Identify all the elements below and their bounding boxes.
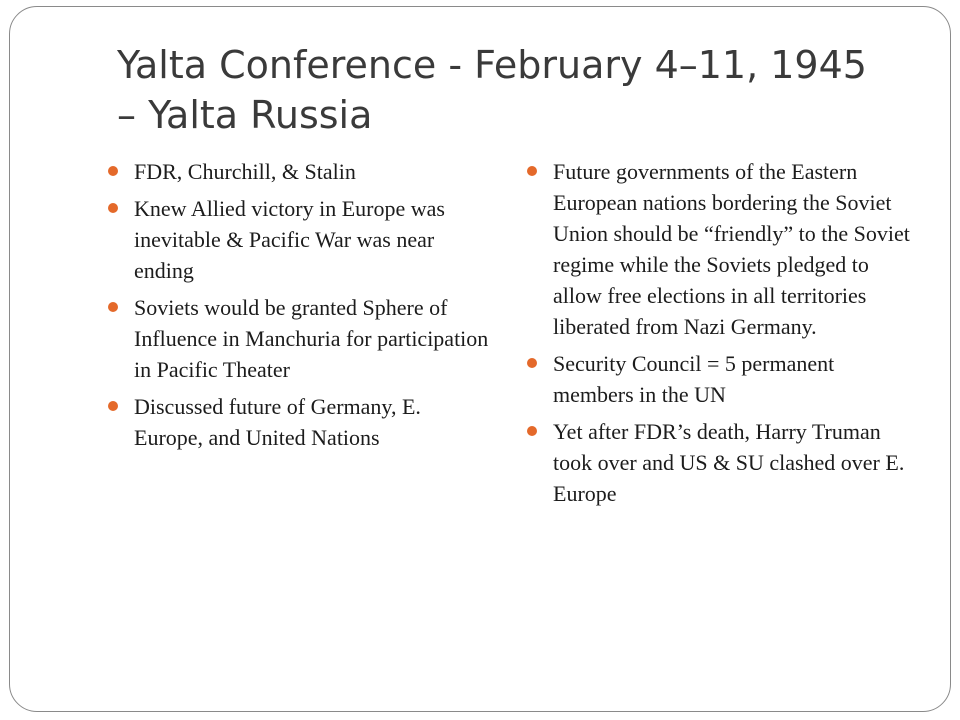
bullet-text: Soviets would be granted Sphere of Influence in Manchuria for participation in Pacific Theater <box>134 295 489 382</box>
list-item <box>527 348 912 410</box>
bullet-text: Discussed future of Germany, E. Europe, and United Nations <box>134 394 421 450</box>
bullet-dot-icon <box>527 426 537 436</box>
bullet-text: Yet after FDR’s death, Harry Truman took over and US & SU clashed over E. Europe <box>553 419 905 506</box>
left-bullet-list <box>108 156 492 459</box>
bullet-text: Knew Allied victory in Europe was inevitable & Pacific War was near ending <box>134 196 445 283</box>
bullet-dot-icon <box>108 302 118 312</box>
list-item <box>527 156 912 342</box>
right-bullet-list <box>527 156 912 515</box>
list-item <box>108 156 492 187</box>
bullet-dot-icon <box>108 401 118 411</box>
list-item <box>108 193 492 286</box>
bullet-text: FDR, Churchill, & Stalin <box>134 159 356 184</box>
bullet-dot-icon <box>527 358 537 368</box>
list-item <box>527 416 912 509</box>
bullet-dot-icon <box>108 166 118 176</box>
slide-title: Yalta Conference - February 4–11, 1945 – Yalta Russia <box>117 43 867 137</box>
bullet-text: Security Council = 5 permanent members in the UN <box>553 351 835 407</box>
list-item <box>108 391 492 453</box>
bullet-dot-icon <box>108 203 118 213</box>
bullet-text: Future governments of the Eastern European nations bordering the Soviet Union should be “friendly” to the Soviet regime while the Soviets pledged to allow free elections in all territories liberated from Nazi Germany. <box>553 159 910 339</box>
list-item <box>108 292 492 385</box>
bullet-dot-icon <box>527 166 537 176</box>
